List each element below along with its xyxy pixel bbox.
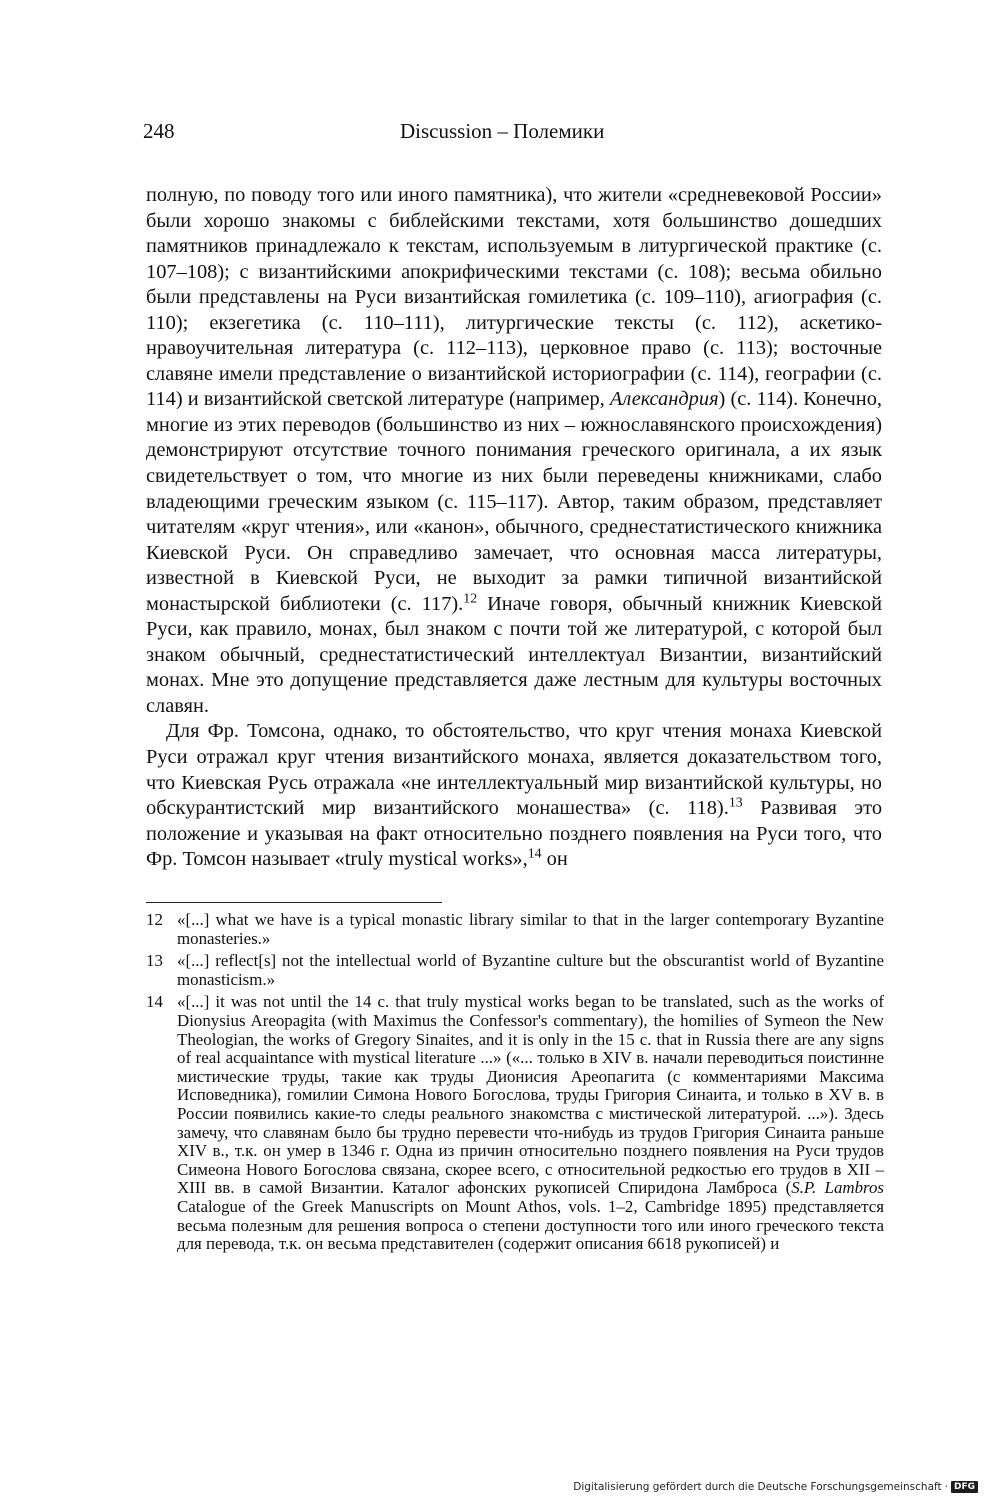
paragraph-2-text-c: он [541, 848, 568, 871]
footnote-text: «[...] reflect[s] not the intellectual world of Byzantine culture but the obscurantist world of Byzantine monasticism.» [177, 951, 884, 989]
footnote-text: «[...] what we have is a typical monastic library similar to that in the larger contemporary Byzantine monasteries.» [177, 910, 884, 948]
footnote-number: 13 [146, 951, 163, 971]
paragraph-2 [146, 719, 882, 872]
footnote-ref-12[interactable]: 12 [463, 591, 478, 607]
paragraph-1-text-a: полную, по поводу того или иного памятника), что жители «средневековой России» были хорошо знакомы с библейскими текстами, хотя большинство дошедших памятников принадлежало к текстам, используемым в литургической практике (с. 107–108); с византийскими апокрифическими текстами (с. 108); весьма обильно были представлены на Руси византийская гомилетика (с. 109–110), агиография (с. 110); екзегетика (с. 110–111), литургические тексты (с. 112), аскетико-нравоучительная литература (с. 112–113), церковное право (с. 113); восточные славяне имели представление о византийской историографии (с. 114), географии (с. 114) и византийской светской литературе (например, [146, 184, 882, 411]
footnotes [146, 911, 884, 1254]
italic-author: S.P. Lambros [791, 1178, 884, 1198]
paragraph-2-text-a: Для Фр. Томсона, однако, то обстоятельство, что круг чтения монаха Киевской Руси отражал круг чтения византийского монаха, является доказательством того, что Киевская Русь отражала «не интеллектуальный мир византийской культуры, но обскурантистский мир византийского монашества» (с. 118). [146, 720, 882, 820]
footnote-13 [146, 952, 884, 989]
footnote-ref-14[interactable]: 14 [527, 846, 542, 862]
paragraph-1-text-c: Иначе говоря, обычный книжник Киевской Руси, как правило, монах, был знаком с почти той же литературой, с которой был знаком обычный, среднестатистический интеллектуал Византии, византийский монах. Мне это допущение представляется даже лестным для культуры восточных славян. [146, 592, 882, 717]
dfg-logo-icon: DFG [951, 1481, 978, 1493]
footnote-number: 14 [146, 992, 163, 1012]
footnote-text-a: «[...] it was not until the 14 c. that truly mystical works began to be translated, such as the works of Dionysius Areopagita (with Maximus the Confessor's commentary), the homilies of Symeon the New Theologian, the works of Gregory Sinaites, and it is only in the 15 c. that in Russia there are any signs of real acquaintance with mystical literature ...» («... только в XIV в. начали переводиться поистинне мистические труды, такие как труды Дионисия Ареопагита (с комментариями Максима Исповедника), гомилии Симона Нового Богослова, труды Григория Синаита, и только в XV в. в России появились какие-то следы реального знакомства с мистической литературой. ...»). Здесь замечу, что славянам было бы трудно перевести что-нибудь из трудов Григория Синаита раньше XIV в., т.к. он умер в 1346 г. Одна из причин относительно позднего появления на Руси трудов Симеона Нового Богослова связана, скорее всего, с относительной редкостью его трудов в XII –XIII вв. в самой Византии. Каталог афонских рукописей Спиридона Ламброса ( [177, 992, 884, 1198]
page-number: 248 [143, 119, 175, 143]
footnote-ref-13[interactable]: 13 [728, 795, 743, 811]
paragraph-1 [146, 183, 882, 719]
paragraph-2-text-b: Развивая это положение и указывая на факт относительно позднего появления на Руси того, что Фр. Томсон называет «truly mystical works», [146, 797, 883, 871]
footnote-number: 12 [146, 910, 163, 929]
footnote-text-b: Catalogue of the Greek Manuscripts on Mount Athos, vols. 1–2, Cambridge 1895) представляется весьма полезным для решения вопроса о степени доступности того или иного греческого текста для перевода, т.к. он весьма представителен (содержит описания 6618 рукописей) и [177, 1196, 884, 1254]
italic-title: Александрия [609, 388, 719, 411]
main-text [146, 183, 882, 873]
digitization-credit [573, 1480, 978, 1494]
footnote-separator [146, 902, 442, 903]
paragraph-1-text-b: ) (с. 114). Конечно, многие из этих переводов (большинство из них – южнославянского происхождения) демонстрируют отсутствие точного понимания греческого оригинала, а их язык свидетельствует о том, что многие из них были переведены книжниками, слабо владеющими греческим языком (с. 115–117). Автор, таким образом, представляет читателям «круг чтения», или «канон», обычного, среднестатистического книжника Киевской Руси. Он справедливо замечает, что основная масса литературы, известной в Киевской Руси, не выходит за рамки типичной византийской монастырской библиотеки (с. 117). [146, 388, 882, 615]
running-title: Discussion – Полемики [400, 119, 605, 143]
credit-separator: · [944, 1481, 948, 1493]
footnote-12 [146, 911, 884, 948]
footnote-14 [146, 993, 884, 1253]
credit-text: Digitalisierung gefördert durch die Deutsche Forschungsgemeinschaft [573, 1481, 942, 1493]
